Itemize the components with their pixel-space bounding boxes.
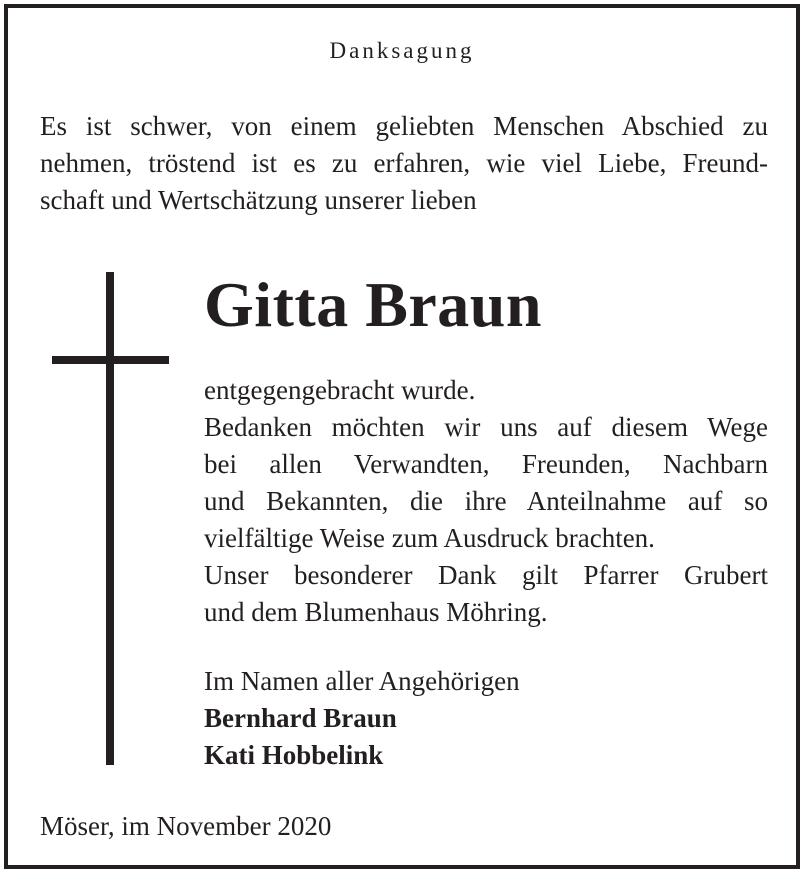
obituary-notice bbox=[4, 4, 800, 869]
signature-name: Bernhard Braun bbox=[204, 703, 397, 733]
body-line: Bedanken möchten wir uns auf diesem Wege bbox=[204, 412, 768, 442]
intro-line: schaft und Wertschätzung unserer lieben bbox=[40, 185, 477, 215]
signature-intro: Im Namen aller Angehörigen bbox=[204, 666, 520, 696]
cross-vertical-bar bbox=[106, 272, 114, 765]
body-line: Unser besonderer Dank gilt Pfarrer Grubert bbox=[204, 560, 768, 590]
intro-line: nehmen, tröstend ist es zu erfahren, wie viel Liebe, Freund- bbox=[40, 148, 768, 178]
body-line: bei allen Verwandten, Freunden, Nachbarn bbox=[204, 449, 768, 479]
signature-block bbox=[204, 663, 520, 774]
deceased-name: Gitta Braun bbox=[204, 269, 542, 340]
body-line: vielfältige Weise zum Ausdruck brachten. bbox=[204, 523, 655, 553]
place-date: Möser, im November 2020 bbox=[40, 811, 332, 841]
thanks-paragraph bbox=[204, 372, 768, 631]
signature-name: Kati Hobbelink bbox=[204, 740, 384, 770]
notice-heading: Danksagung bbox=[329, 38, 475, 63]
body-line: und Bekannten, die ihre Anteilnahme auf so bbox=[204, 486, 768, 516]
intro-line: Es ist schwer, von einem geliebten Menschen Abschied zu bbox=[40, 111, 768, 141]
body-line: und dem Blumenhaus Möhring. bbox=[204, 597, 548, 627]
intro-paragraph bbox=[40, 108, 768, 219]
body-line: entgegengebracht wurde. bbox=[204, 375, 476, 405]
cross-horizontal-bar bbox=[52, 356, 169, 364]
